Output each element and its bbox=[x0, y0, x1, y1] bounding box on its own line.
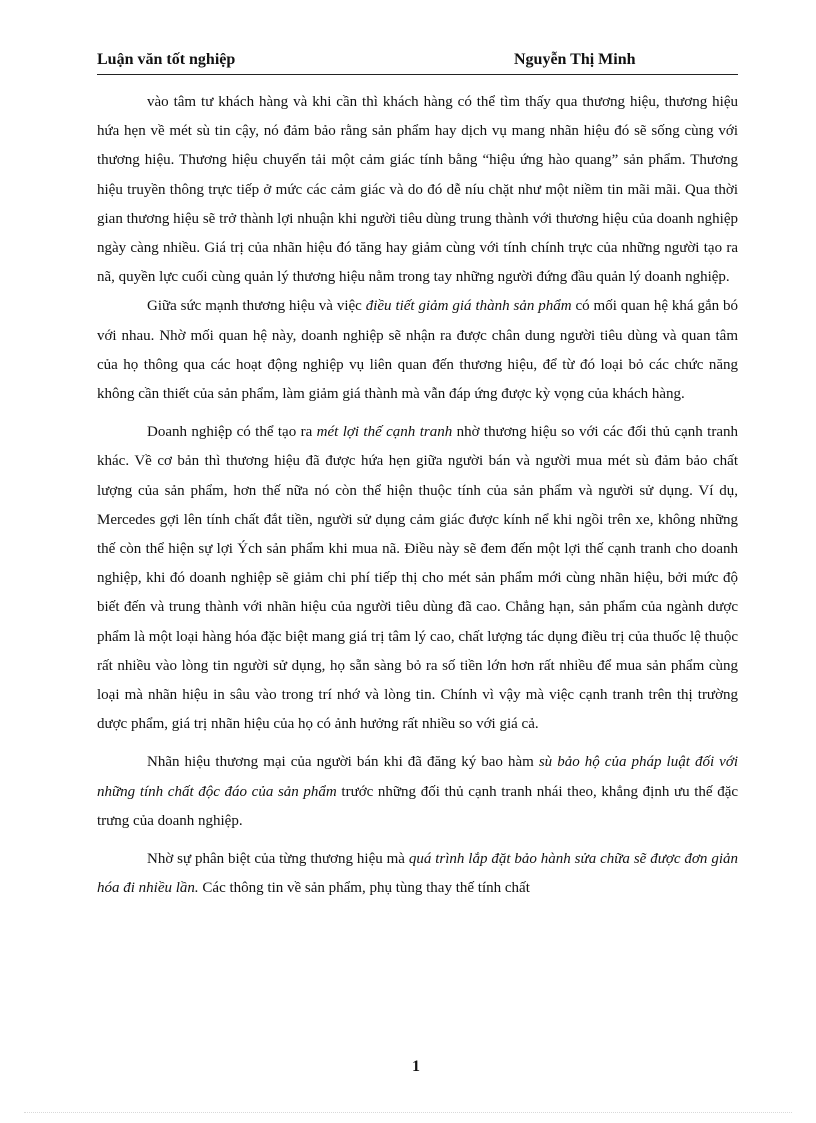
emphasis-text: mét lợi thế cạnh tranh bbox=[316, 424, 453, 441]
header-thesis-title: Luận văn tốt nghiệp bbox=[97, 51, 236, 68]
paragraph-3: Doanh nghiệp có thể tạo ra mét lợi thế cạnh tranh nhờ thương hiệu so với các đối thủ cạnh tranh khác. Về cơ bản thì thương hiệu đã được hứa hẹn giữa người bán và người mua mét sù đảm bảo chất lượng của sản phẩm, hơn thế nữa nó còn thể hiện thuộc tính của sản phẩm và người sử dụng. Ví dụ, Mercedes gợi lên tính chất đắt tiền, người sử dụng cảm giác được kính nể khi ngồi trên xe, không những thế còn thể hiện sự lợi Ých sản phẩm khi mua nã. Điều này sẽ đem đến một lợi thế cạnh tranh cho doanh nghiệp, khi đó doanh nghiệp sẽ giảm chi phí tiếp thị cho mét sản phẩm mới cùng nhãn hiệu, bởi mức độ biết đến và trung thành với nhãn hiệu của người tiêu dùng đã cao. Chẳng hạn, sản phẩm của ngành dược phẩm là một loại hàng hóa đặc biệt mang giá trị tâm lý cao, chất lượng tác dụng điều trị của thuốc lệ thuộc rất nhiều vào lòng tin người sử dụng, họ sẵn sàng bỏ ra số tiền lớn hơn rất nhiều để mua sản phẩm cùng loại mà nhãn hiệu in sâu vào trong trí nhớ và lòng tin. Chính vì vậy mà việc cạnh tranh trên thị trường dược phẩm, giá trị nhãn hiệu của họ có ảnh hưởng rất nhiều so với giá cả. bbox=[97, 424, 738, 733]
paragraph-5: Nhờ sự phân biệt của từng thương hiệu mà quá trình lắp đặt bảo hành sửa chữa sẽ được đơn giản hóa đi nhiều lần. Các thông tin về sản phẩm, phụ tùng thay thế tính chất bbox=[97, 851, 738, 897]
header-author-name: Nguyễn Thị Minh bbox=[514, 51, 636, 68]
emphasis-text: sù bảo hộ của pháp luật đối với những tính chất độc đáo của sản phẩm bbox=[97, 754, 738, 800]
paragraph-4: Nhãn hiệu thương mại của người bán khi đã đăng ký bao hàm sù bảo hộ của pháp luật đối với những tính chất độc đáo của sản phẩm trước những đối thủ cạnh tranh nhái theo, khẳng định ưu thế đặc trưng của doanh nghiệp. bbox=[97, 754, 739, 829]
page-header bbox=[97, 48, 738, 75]
emphasis-text: quá trình lắp đặt bảo hành sửa chữa sẽ được đơn giản hóa đi nhiều lần. bbox=[97, 851, 738, 897]
paragraph-2: Giữa sức mạnh thương hiệu và việc điều tiết giảm giá thành sản phẩm có mối quan hệ khá gắn bó với nhau. Nhờ mối quan hệ này, doanh nghiệp sẽ nhận ra được chân dung người tiêu dùng và quan tâm của họ thông qua các hoạt động nghiệp vụ liên quan đến thương hiệu, để từ đó loại bỏ các chức năng không cần thiết của sản phẩm, làm giảm giá thành mà vẫn đáp ứng được kỳ vọng của khách hàng. bbox=[97, 298, 738, 403]
emphasis-text: điều tiết giảm giá thành sản phẩm bbox=[365, 298, 572, 315]
document-body bbox=[97, 88, 738, 903]
paragraph-1: vào tâm tư khách hàng và khi cần thì khách hàng có thể tìm thấy qua thương hiệu, thương hiệu hứa hẹn về mét sù tin cậy, nó đảm bảo rằng sản phẩm hay dịch vụ mang nhãn hiệu đó sẽ sống cùng với thương hiệu. Thương hiệu chuyển tải một cảm giác tính bằng “hiệu ứng hào quang” sản phẩm. Thương hiệu truyền thông trực tiếp ở mức các cảm giác và do đó dễ níu chặt như một niềm tin mãi mãi. Qua thời gian thương hiệu sẽ trở thành lợi nhuận khi người tiêu dùng trung thành với thương hiệu của doanh nghiệp ngày càng nhiều. Giá trị của nhãn hiệu đó tăng hay giảm cùng với tính chính trực của những người tạo ra nã, quyền lực cuối cùng quản lý thương hiệu nằm trong tay những người đứng đầu quản lý doanh nghiệp. bbox=[97, 94, 738, 286]
page-bottom-divider bbox=[24, 1112, 792, 1113]
page-number: 1 bbox=[412, 1058, 420, 1075]
